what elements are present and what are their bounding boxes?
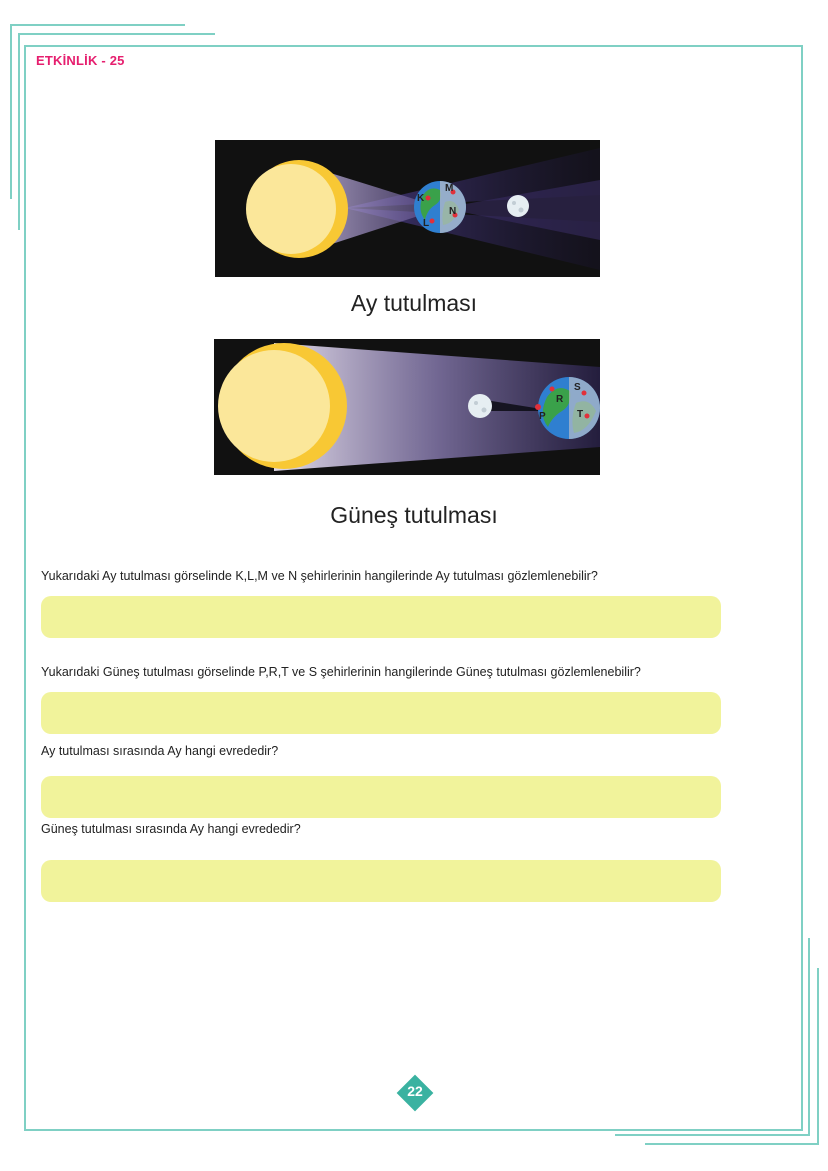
page-number: 22 [407,1083,423,1099]
answer-box-2[interactable] [41,692,721,734]
city-label-n: N [449,206,457,217]
city-label-l: L [423,218,430,229]
lunar-eclipse-figure [215,140,600,277]
city-label-m: M [445,183,454,194]
activity-title: ETKİNLİK - 25 [36,53,125,68]
corner-accent-right-2 [817,968,819,1145]
moon-icon [507,195,529,217]
answer-box-3[interactable] [41,776,721,818]
corner-accent-left-1 [10,24,12,199]
corner-accent-bottom-1 [615,1134,810,1136]
solar-eclipse-figure [214,339,600,475]
question-3: Ay tutulması sırasında Ay hangi evrededir? [41,744,279,758]
corner-accent-right-1 [808,938,810,1136]
answer-box-1[interactable] [41,596,721,638]
question-4: Güneş tutulması sırasında Ay hangi evrededir? [41,822,301,836]
frame-bottom-line [24,1129,803,1131]
sun-2 [218,350,330,462]
answer-box-4[interactable] [41,860,721,902]
city-label-t: T [577,409,584,420]
frame-top-line [24,45,803,47]
sun [246,164,336,254]
city-label-r: R [556,394,564,405]
frame-left-line [24,45,26,1131]
frame-right-line [801,45,803,1131]
city-label-p: P [539,411,546,422]
lunar-eclipse-caption: Ay tutulması [350,290,478,316]
earth-icon [414,181,466,233]
corner-accent-left-2 [18,33,20,230]
question-1: Yukarıdaki Ay tutulması görselinde K,L,M ve N şehirlerinin hangilerinde Ay tutulması gözlemlenebilir? [41,569,598,583]
corner-accent-top-2 [18,33,215,35]
city-label-s: S [574,382,581,393]
solar-eclipse-caption: Güneş tutulması [330,502,498,528]
question-2: Yukarıdaki Güneş tutulması görselinde P,R,T ve S şehirlerinin hangilerinde Güneş tutulması gözlemlenebilir? [41,665,641,679]
moon-icon-2 [468,394,492,418]
corner-accent-top-1 [10,24,185,26]
city-label-k: K [417,193,425,204]
corner-accent-bottom-2 [645,1143,819,1145]
